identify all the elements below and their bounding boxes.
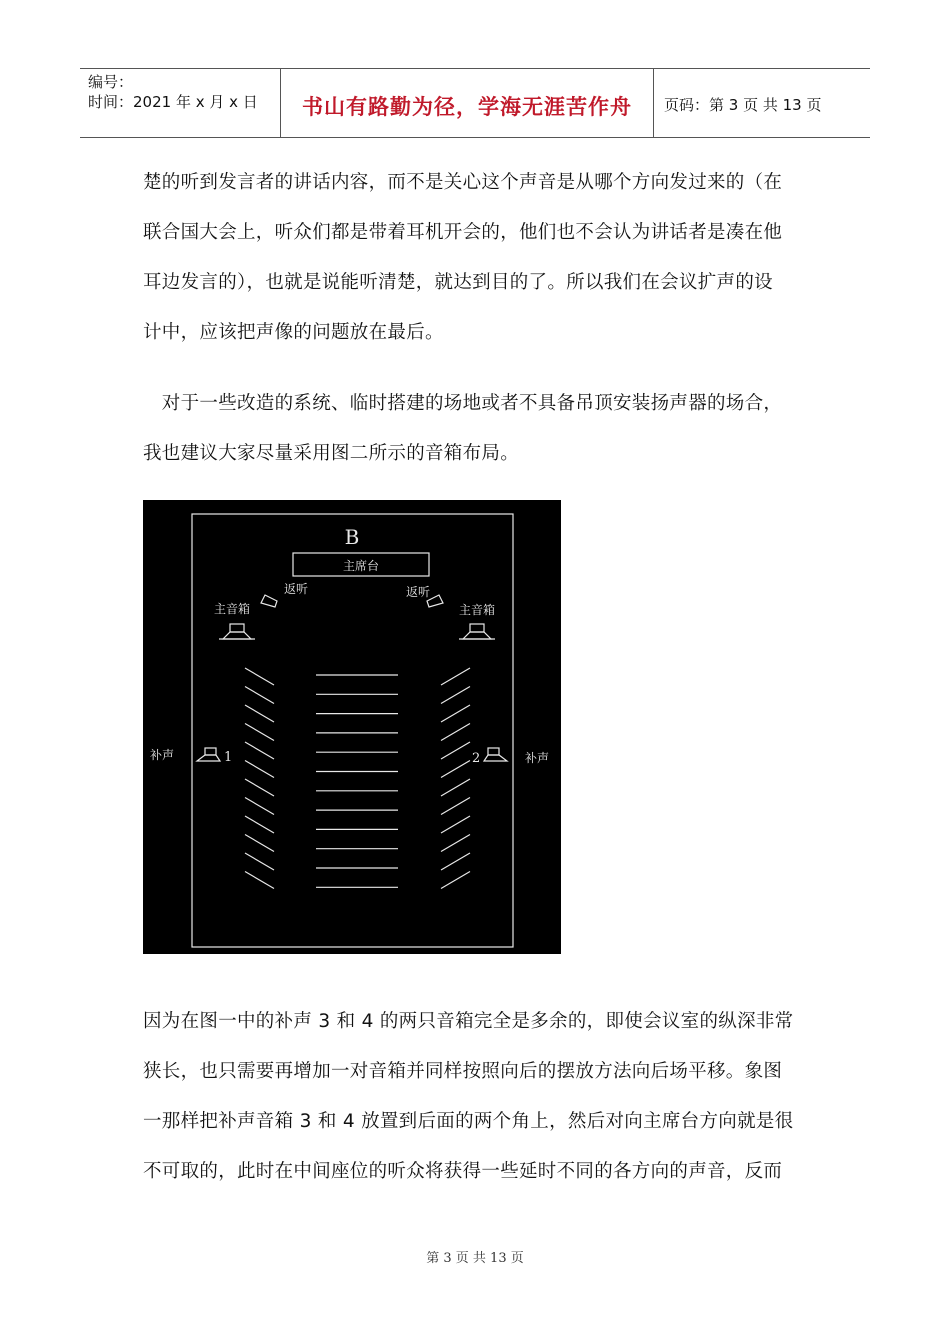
header-page-info: 页码：第 3 页 共 13 页 [664,96,822,114]
left-seat-row [245,761,274,778]
paragraph-line: 楚的听到发言者的讲话内容，而不是关心这个声音是从哪个方向发过来的（在 [143,172,783,193]
right-seat-row [441,798,470,815]
paragraph-line: 联合国大会上，听众们都是带着耳机开会的，他们也不会认为讲话者是凑在他 [143,222,783,243]
left-seat-row [245,742,274,759]
paragraph-2 [143,379,813,479]
right-seat-row [441,724,470,741]
fill-left-label: 补声 [150,748,175,762]
main-speaker-right-label: 主音箱 [459,603,496,617]
left-seat-row [245,687,274,704]
room-outline [192,514,513,947]
paragraph-3 [143,997,813,1197]
fill-speaker-left-icon [197,748,220,761]
monitor-left-label: 返听 [284,582,309,596]
left-seat-row [245,779,274,796]
left-seat-row [245,724,274,741]
left-seat-row [245,816,274,833]
right-seat-row [441,872,470,889]
doc-time-label: 时间：2021 年 x 月 x 日 [88,93,258,111]
right-seat-row [441,816,470,833]
paragraph-1 [143,158,813,358]
main-speaker-right-icon [459,624,495,639]
header-motto-cell [281,69,654,137]
fill-speaker-right-icon [484,748,507,761]
label-b: B [344,525,360,549]
stage-label: 主席台 [342,559,380,573]
fill-left-number: 1 [224,750,233,765]
paragraph-line: 对于一些改造的系统、临时搭建的场地或者不具备吊顶安装扬声器的场合， [143,393,783,414]
header-page-cell [654,69,870,137]
main-speaker-left-label: 主音箱 [214,602,251,616]
paragraph-line: 一那样把补声音箱 3 和 4 放置到后面的两个角上，然后对向主席台方向就是很 [143,1111,794,1132]
fill-right-label: 补声 [525,751,550,765]
left-seat-row [245,705,274,722]
left-seat-row [245,835,274,852]
left-seat-row [245,668,274,685]
right-seat-row [441,835,470,852]
speaker-layout-figure [143,500,561,954]
paragraph-line: 计中，应该把声像的问题放在最后。 [143,322,444,343]
paragraph-line: 不可取的，此时在中间座位的听众将获得一些延时不同的各方向的声音，反而 [143,1161,783,1182]
left-seat-row [245,853,274,870]
speaker-layout-diagram [143,500,561,954]
paragraph-line: 我也建议大家尽量采用图二所示的音箱布局。 [143,443,520,464]
header-motto: 书山有路勤为径，学海无涯苦作舟 [302,94,632,119]
monitor-speaker-left-icon [261,595,277,607]
right-seat-row [441,705,470,722]
right-seat-row [441,761,470,778]
doc-number-label: 编号： [88,73,134,91]
monitor-right-label: 返听 [406,585,431,599]
page-footer: 第 3 页 共 13 页 [426,1251,524,1266]
paragraph-line: 狭长，也只需要再增加一对音箱并同样按照向后的摆放方法向后场平移。象图 [143,1061,783,1082]
fill-right-number: 2 [472,751,481,766]
paragraph-line: 耳边发言的），也就是说能听清楚，就达到目的了。所以我们在会议扩声的设 [143,272,773,293]
header-meta [80,69,281,137]
right-seat-row [441,779,470,796]
right-seat-row [441,853,470,870]
left-seat-row [245,798,274,815]
paragraph-line: 因为在图一中的补声 3 和 4 的两只音箱完全是多余的，即使会议室的纵深非常 [143,1011,794,1032]
page-header [80,68,870,138]
right-seat-row [441,687,470,704]
left-seat-row [245,872,274,889]
main-speaker-left-icon [219,624,255,639]
right-seat-row [441,668,470,685]
right-seat-row [441,742,470,759]
